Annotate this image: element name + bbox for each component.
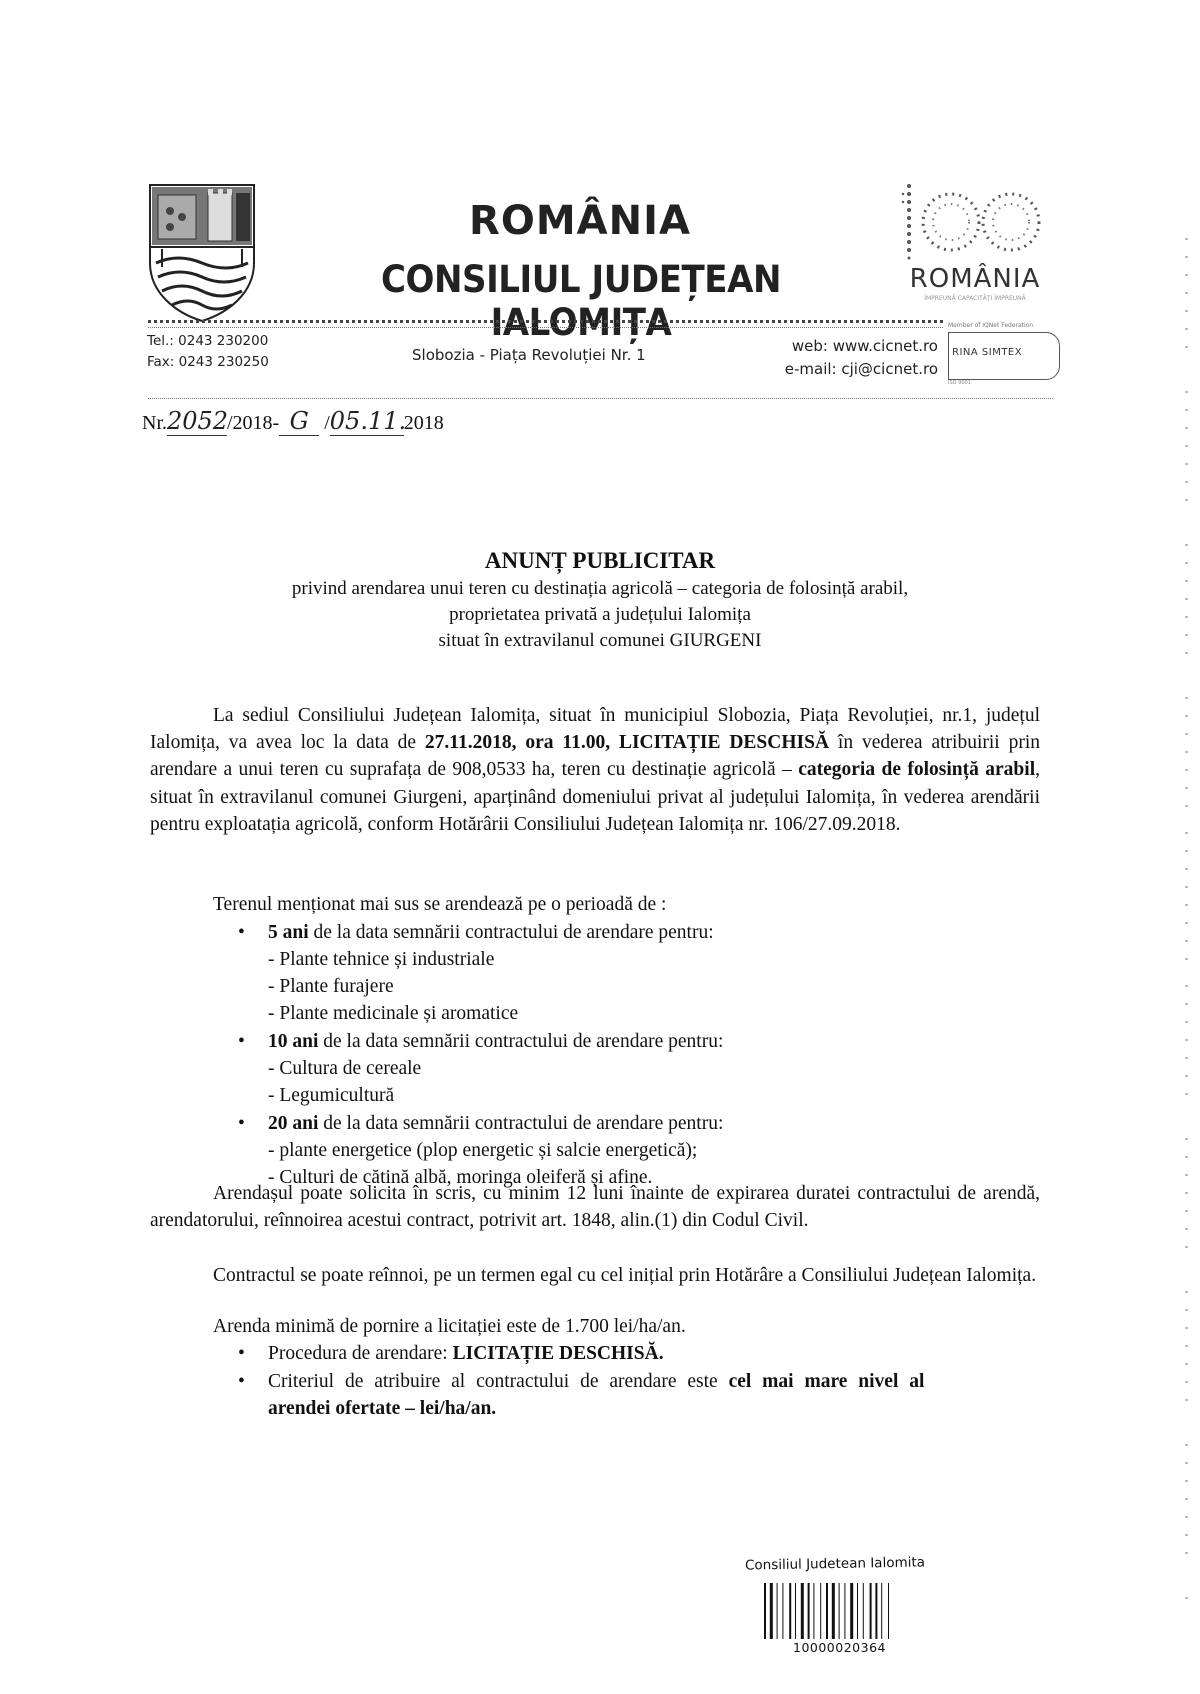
scan-mark bbox=[1185, 346, 1188, 348]
registration-date-year: 2018 bbox=[403, 412, 444, 434]
scan-mark bbox=[1185, 1597, 1188, 1599]
renewal-request-paragraph: Arendașul poate solicita în scris, cu minim 12 luni înainte de expirarea duratei contractului de arendă, arendatorului, reînnoirea acestui contract, potrivit art. 1848, alin.(1) din Codul Civil. bbox=[150, 1183, 1040, 1232]
announcement-subtitle-line: privind arendarea unui teren cu destinația agricolă – categoria de folosință arabil, bbox=[291, 578, 909, 599]
bullet-icon: • bbox=[238, 1371, 245, 1392]
barcode-bar bbox=[770, 1583, 773, 1639]
scan-mark bbox=[1185, 562, 1188, 564]
crop-item: - Plante furajere bbox=[268, 976, 394, 997]
scan-mark bbox=[1185, 1462, 1188, 1464]
barcode-bar bbox=[764, 1583, 766, 1639]
scan-mark bbox=[1185, 1021, 1188, 1023]
barcode-bar bbox=[863, 1583, 864, 1639]
crop-item: - Plante medicinale și aromatice bbox=[268, 1003, 519, 1024]
scan-mark bbox=[1185, 1399, 1188, 1401]
certification-label: RINA SIMTEX bbox=[952, 347, 1023, 358]
coat-of-arms-icon bbox=[148, 183, 256, 323]
barcode-bar bbox=[888, 1583, 889, 1639]
scan-mark bbox=[1185, 751, 1188, 753]
scan-mark bbox=[1185, 1381, 1188, 1383]
barcode-bar bbox=[850, 1583, 853, 1639]
intro-text: în vederea atribuirii prin arendare a unui teren cu suprafața de 908,0533 ha, teren cu destinație agricolă – bbox=[150, 732, 1040, 781]
scan-mark bbox=[1185, 1291, 1188, 1293]
barcode-number: 10000020364 bbox=[793, 1640, 886, 1655]
contact-fax: Fax: 0243 230250 bbox=[147, 354, 269, 370]
scan-mark bbox=[1185, 463, 1188, 465]
header-country: ROMÂNIA bbox=[469, 198, 691, 244]
bullet-icon: • bbox=[238, 1343, 245, 1364]
scan-mark bbox=[1185, 445, 1188, 447]
scan-mark bbox=[1185, 1480, 1188, 1482]
intro-text: La sediul Consiliului Județean Ialomița, situat în municipiul Slobozia, Piața Revoluției, nr.1, județul Ialomița, va avea loc la data de bbox=[150, 705, 1040, 754]
scan-mark bbox=[1185, 310, 1188, 312]
contact-address: Slobozia - Piața Revoluției Nr. 1 bbox=[412, 346, 646, 364]
scan-edge-marks bbox=[1183, 220, 1191, 1600]
barcode-bar bbox=[808, 1583, 810, 1639]
header-institution: CONSILIUL JUDEȚEAN IALOMIȚA bbox=[381, 258, 781, 344]
criterion-value: cel mai mare nivel al bbox=[728, 1371, 925, 1392]
scan-mark bbox=[1185, 850, 1188, 852]
header-divider bbox=[148, 320, 943, 323]
scan-mark bbox=[1185, 1156, 1188, 1158]
scan-mark bbox=[1185, 1246, 1188, 1248]
announcement-title: ANUNȚ PUBLICITAR bbox=[484, 548, 716, 573]
scan-mark bbox=[1185, 634, 1188, 636]
barcode-label: Consiliul Judetean Ialomita bbox=[744, 1554, 926, 1574]
registration-number-line bbox=[142, 407, 444, 436]
registration-date-prefix: / bbox=[324, 412, 330, 434]
scan-mark bbox=[1185, 805, 1188, 807]
scan-mark bbox=[1185, 1057, 1188, 1059]
period-duration: 20 ani bbox=[268, 1113, 319, 1134]
barcode-bar bbox=[801, 1583, 804, 1639]
auction-datetime: 27.11.2018, ora 11.00, LICITAȚIE DESCHISĂ bbox=[424, 732, 830, 754]
scan-mark bbox=[1185, 1444, 1188, 1446]
scan-mark bbox=[1185, 274, 1188, 276]
contacts-divider bbox=[148, 398, 1053, 399]
scan-mark bbox=[1185, 904, 1188, 906]
period-text: de la data semnării contractului de arendare pentru: bbox=[308, 922, 714, 943]
scan-mark bbox=[1185, 1192, 1188, 1194]
bullet-icon: • bbox=[238, 1113, 245, 1134]
scan-mark bbox=[1185, 1174, 1188, 1176]
intro-text: , situat în extravilanul comunei Giurgeni, aparținând domeniului privat al județului Ialomița, în vederea arendării pentru exploatația agricolă, conform Hotărârii Consiliului Județean Ialomița nr. 106/27.09.2018. bbox=[150, 759, 1040, 835]
bullet-icon: • bbox=[238, 922, 245, 943]
registration-date: 05.11. bbox=[329, 407, 407, 435]
scan-mark bbox=[1185, 769, 1188, 771]
contact-phone: Tel.: 0243 230200 bbox=[147, 333, 269, 349]
crop-item: - Legumicultură bbox=[268, 1085, 395, 1106]
announcement-subtitle-line: proprietatea privată a județului Ialomița bbox=[449, 604, 751, 625]
barcode-bar bbox=[857, 1583, 858, 1639]
contact-website: web: www.cicnet.ro bbox=[791, 337, 938, 355]
scan-mark bbox=[1185, 1003, 1188, 1005]
announcement-subtitle-line: situat în extravilanul comunei GIURGENI bbox=[438, 630, 762, 651]
period-text: de la data semnării contractului de arendare pentru: bbox=[318, 1031, 724, 1052]
barcode-bar bbox=[832, 1583, 835, 1639]
barcode-bar bbox=[813, 1583, 814, 1639]
barcode-bar bbox=[844, 1583, 845, 1639]
scan-mark bbox=[1185, 715, 1188, 717]
period-duration: 10 ani bbox=[268, 1031, 319, 1052]
scan-mark bbox=[1185, 1039, 1188, 1041]
criterion-value: arendei ofertate – lei/ha/an. bbox=[268, 1398, 497, 1419]
scan-mark bbox=[1185, 1363, 1188, 1365]
scan-mark bbox=[1185, 481, 1188, 483]
scan-mark bbox=[1185, 985, 1188, 987]
scan-mark bbox=[1185, 1534, 1188, 1536]
crop-item: - Cultura de cereale bbox=[268, 1058, 422, 1079]
barcode-bar bbox=[789, 1583, 791, 1639]
scan-mark bbox=[1185, 922, 1188, 924]
header-divider-thin bbox=[148, 327, 943, 328]
barcode-icon bbox=[763, 1583, 928, 1641]
registration-year: /2018- bbox=[227, 412, 280, 434]
scan-mark bbox=[1185, 1138, 1188, 1140]
barcode-bar bbox=[839, 1583, 840, 1639]
scan-mark bbox=[1185, 1552, 1188, 1554]
scan-mark bbox=[1185, 886, 1188, 888]
procedure-value: LICITAȚIE DESCHISĂ. bbox=[452, 1343, 664, 1364]
bullet-icon: • bbox=[238, 1031, 245, 1052]
certification-footnote: ISO 9001 bbox=[948, 380, 971, 386]
period-lead: Terenul menționat mai sus se arendează pe o perioadă de : bbox=[213, 894, 667, 915]
certification-caption: Member of IQNet Federation bbox=[948, 322, 1034, 329]
scan-mark bbox=[1185, 1228, 1188, 1230]
intro-paragraph bbox=[150, 702, 1040, 838]
period-text: de la data semnării contractului de arendare pentru: bbox=[318, 1113, 724, 1134]
procedure-label: Procedura de arendare: bbox=[268, 1343, 453, 1364]
barcode-bar bbox=[782, 1583, 783, 1639]
barcode-bar bbox=[881, 1583, 882, 1639]
scan-mark bbox=[1185, 616, 1188, 618]
scan-mark bbox=[1185, 328, 1188, 330]
registration-compartment: G bbox=[279, 407, 319, 436]
scan-mark bbox=[1185, 1327, 1188, 1329]
scan-mark bbox=[1185, 1075, 1188, 1077]
criterion-label: Criteriul de atribuire al contractului de arendare este bbox=[268, 1371, 729, 1392]
contact-email: e-mail: cji@cicnet.ro bbox=[784, 360, 938, 378]
crop-item: - Culturi de cătină albă, moringa oleiferă și afine. bbox=[268, 1167, 653, 1188]
scan-mark bbox=[1185, 1345, 1188, 1347]
scan-mark bbox=[1185, 256, 1188, 258]
scan-mark bbox=[1185, 1309, 1188, 1311]
scan-mark bbox=[1185, 580, 1188, 582]
scan-mark bbox=[1185, 427, 1188, 429]
scan-mark bbox=[1185, 499, 1188, 501]
scan-mark bbox=[1185, 868, 1188, 870]
scan-mark bbox=[1185, 1210, 1188, 1212]
minimum-rent: Arenda minimă de pornire a licitației este de 1.700 lei/ha/an. bbox=[213, 1316, 686, 1337]
scan-mark bbox=[1185, 832, 1188, 834]
centenary-logo-tagline: ÎMPREUNĂ CAPACITĂȚI ÎMPREUNĂ bbox=[924, 295, 1026, 302]
registration-number: 2052 bbox=[167, 407, 229, 435]
crop-item: - Plante tehnice și industriale bbox=[268, 949, 495, 970]
barcode-bar bbox=[777, 1583, 778, 1639]
barcode-bar bbox=[875, 1583, 877, 1639]
scan-mark bbox=[1185, 697, 1188, 699]
scan-mark bbox=[1185, 598, 1188, 600]
scan-mark bbox=[1185, 409, 1188, 411]
renewal-term-paragraph: Contractul se poate reînnoi, pe un termen egal cu cel inițial prin Hotărâre a Consiliului Județean Ialomița. bbox=[213, 1265, 1037, 1286]
scan-mark bbox=[1185, 733, 1188, 735]
scan-mark bbox=[1185, 238, 1188, 240]
land-category: categoria de folosință arabil bbox=[798, 759, 1036, 781]
crop-item: - plante energetice (plop energetic și salcie energetică); bbox=[268, 1140, 698, 1161]
registration-prefix: Nr. bbox=[142, 412, 167, 434]
scan-mark bbox=[1185, 940, 1188, 942]
scan-mark bbox=[1185, 544, 1188, 546]
period-duration: 5 ani bbox=[268, 922, 309, 943]
scan-mark bbox=[1185, 292, 1188, 294]
barcode-bar bbox=[826, 1583, 828, 1639]
scan-mark bbox=[1185, 958, 1188, 960]
barcode-bar bbox=[795, 1583, 796, 1639]
scan-mark bbox=[1185, 652, 1188, 654]
scan-mark bbox=[1185, 1093, 1188, 1095]
barcode-bar bbox=[820, 1583, 821, 1639]
barcode-bar bbox=[870, 1583, 872, 1639]
scan-mark bbox=[1185, 391, 1188, 393]
scan-mark bbox=[1185, 1516, 1188, 1518]
scan-mark bbox=[1185, 787, 1188, 789]
centenary-logo-label: ROMÂNIA bbox=[909, 264, 1041, 294]
scan-mark bbox=[1185, 1498, 1188, 1500]
